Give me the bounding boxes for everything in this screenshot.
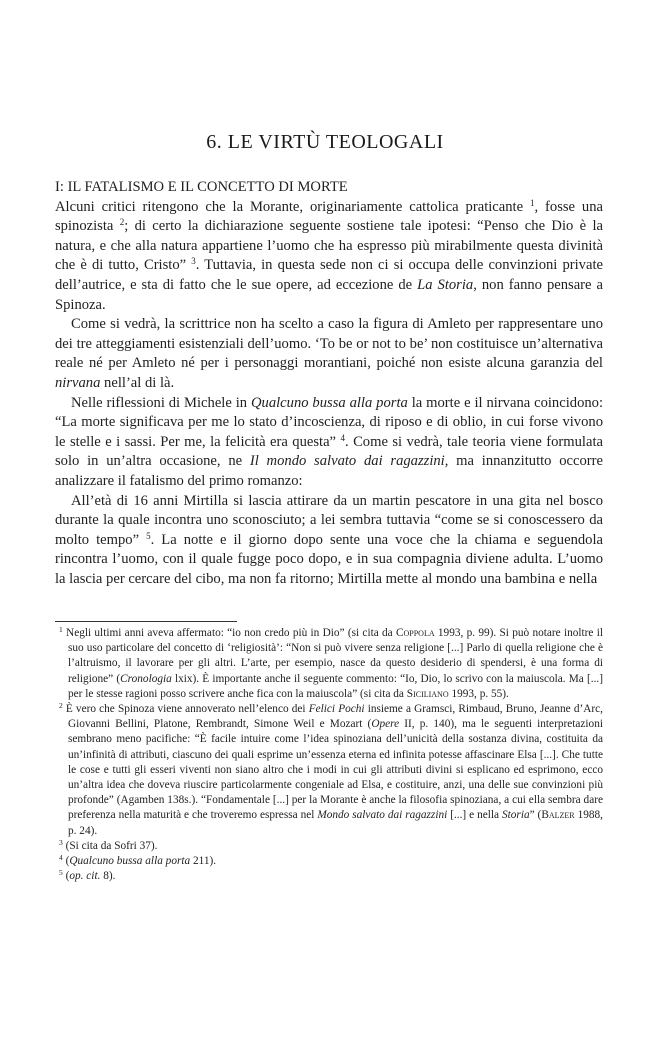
footnotes bbox=[59, 626, 603, 884]
footnote bbox=[59, 626, 603, 702]
italic-text: Opere bbox=[371, 718, 400, 731]
text-run: (Si cita da Sofri 37). bbox=[62, 839, 158, 852]
footnote-marker: 5 bbox=[59, 868, 63, 878]
paragraph bbox=[55, 492, 603, 590]
footnote-marker: 4 bbox=[59, 853, 63, 863]
text-run: insieme a Gramsci, Rimbaud, Bruno, Jeanne d’Arc, Giovanni Bellini, Platone, Rembrandt, Simone Weil e Mozart ( bbox=[68, 703, 603, 731]
text-run: Come si vedrà, la scrittrice non ha scelto a caso la figura di Amleto per rappresentare uno dei tre atteggiamenti esistenziali dell’uomo. ‘To be or not to be’ non costituisce un’alternativa reale né per Amleto né per i personaggi morantiani, poiché non esiste alcuna garanzia del bbox=[55, 316, 603, 372]
text-run: . Come si vedrà, tale teoria viene formulata solo in un’altra occasione, ne bbox=[55, 433, 603, 470]
italic-text: nirvana bbox=[55, 374, 101, 391]
text-run: Nelle riflessioni di Michele in bbox=[71, 394, 251, 411]
body-text bbox=[55, 178, 603, 589]
text-run: ( bbox=[62, 855, 70, 868]
text-run: ; di certo la dichiarazione seguente sostiene tale ipotesi: “Penso che Dio è la natura, e che alla natura appartiene l’uomo che ha espresso più mirabilmente questa divinità che è di tutto, Cristo” bbox=[55, 218, 603, 274]
text-run: 211). bbox=[190, 855, 217, 868]
chapter-title: 6. LE VIRTÙ TEOLOGALI bbox=[206, 131, 444, 153]
italic-text: La Storia bbox=[417, 276, 474, 293]
text-run: [...] e nella bbox=[447, 809, 502, 822]
text-run: . La notte e il giorno dopo sente una voce che la chiama e seguendola rincontra l’uomo, con il quale fugge poco dopo, e in sua compagnia diviene adulta. L’uomo la lascia per cercare del cibo, ma non fa ritorno; Mirtilla mette al mondo una bambina e nella bbox=[55, 531, 604, 587]
italic-text: Qualcuno bussa alla porta bbox=[250, 394, 408, 411]
footnote-marker: 2 bbox=[119, 217, 125, 228]
footnote bbox=[59, 854, 603, 869]
italic-text: Mondo salvato dai ragazzini bbox=[317, 809, 448, 822]
footnote-marker: 1 bbox=[529, 197, 535, 208]
author-name: Siciliano bbox=[406, 687, 449, 700]
italic-text: Felici Pochi bbox=[308, 703, 365, 716]
italic-text: Il mondo salvato dai ragazzini bbox=[249, 453, 445, 470]
footnote-marker: 2 bbox=[59, 701, 63, 711]
text-run: la morte e il nirvana coincidono: “La morte significava per me lo stato d’incoscienza, di riposo e di oblio, in cui forse vivono le stelle e i sassi. Per me, la felicità era questa” bbox=[55, 394, 604, 450]
text-run: , fosse una spinozista bbox=[55, 198, 603, 235]
author-name: Coppola bbox=[395, 627, 435, 639]
text-run: ” ( bbox=[529, 809, 542, 822]
text-run: , non fanno pensare a Spinoza. bbox=[55, 276, 603, 313]
text-run: È vero che Spinoza viene annoverato nell’elenco dei bbox=[62, 703, 309, 716]
text-run: , ma innanzitutto occorre analizzare il fatalismo del primo romanzo: bbox=[55, 453, 603, 489]
text-run: lxix). È importante anche il seguente commento: “Io, Dio, lo scrivo con la maiuscola. Ma [...] per le stesse ragioni posso scrivere anche fica con la maiuscola” (si cita da bbox=[68, 672, 603, 700]
text-run: Alcuni critici ritengono che la Morante, originariamente cattolica praticante bbox=[55, 198, 530, 215]
section-heading: I: IL FATALISMO E IL CONCETTO DI MORTE bbox=[55, 179, 348, 195]
text-run: nell’al di là. bbox=[100, 374, 175, 391]
text-run: All’età di 16 anni Mirtilla si lascia attirare da un martin pescatore in una gita nel bosco durante la quale incontra uno sconosciuto; a lei sembra tuttavia “come se si conoscessero da molto tempo” bbox=[55, 492, 603, 548]
text-run: . Tuttavia, in questa sede non ci si occupa delle convinzioni private dell’autrice, e sta di fatto che le sue opere, ad eccezione de bbox=[55, 257, 603, 293]
footnote-divider bbox=[55, 621, 237, 622]
text-run: 8). bbox=[100, 870, 116, 883]
footnote bbox=[59, 839, 603, 854]
paragraph bbox=[55, 315, 603, 393]
text-run: II, p. 140), ma le seguenti interpretazioni sembrano meno pacifiche: “È facile intuire come l’idea spinoziana dell’unicità della sostanza divina, costituita da un’infinità di attributi, ciascuno dei quali esprime un’essenza eterna ed infinita potesse affascinare Elsa [...]. Che tutte le cose e tutti gli esseri viventi non siano altro che i modi in cui gli attributi divini si esplicano ed esprimono, ecco un’altra idea che doveva riuscire particolarmente congeniale ad Elsa, e costituire, anzi, una delle sue convinzioni più profonde” (Agamben 138s.). “Fondamentale [...] per la Morante è anche la filosofia spinoziana, a cui ella sembra dare preferenza nella maturità e che troveremo espressa nel bbox=[68, 718, 603, 822]
footnote bbox=[59, 702, 603, 839]
author-name: Balzer bbox=[541, 809, 575, 822]
footnote-marker: 1 bbox=[59, 625, 63, 634]
footnote-marker: 4 bbox=[340, 432, 345, 443]
footnote bbox=[59, 869, 603, 884]
text-run: 1988, p. 24). bbox=[68, 809, 603, 837]
italic-text: Cronologia bbox=[120, 672, 172, 685]
italic-text: Storia bbox=[501, 809, 530, 822]
text-run: 1993, p. 99). Si può notare inoltre il suo uso particolare del concetto di ‘religiosità’: “Non si può vivere senza religione [...] Parlo di quella religione che è l’altruismo, il lavorare per gli altri. L’arte, per esempio, nasce da questo desiderio di spendersi, è una forma di religione” ( bbox=[68, 627, 604, 685]
text-run: 1993, p. 55). bbox=[448, 687, 509, 700]
text-run: ( bbox=[62, 870, 70, 883]
paragraph bbox=[55, 394, 603, 492]
paragraph bbox=[55, 198, 603, 316]
footnote-marker: 3 bbox=[59, 837, 63, 847]
footnote-marker: 3 bbox=[191, 256, 196, 267]
italic-text: Qualcuno bussa alla porta bbox=[69, 855, 191, 868]
text-run: Negli ultimi anni aveva affermato: “io non credo più in Dio” (si cita da bbox=[62, 627, 396, 639]
italic-text: op. cit. bbox=[69, 870, 101, 883]
footnote-marker: 5 bbox=[146, 530, 151, 541]
